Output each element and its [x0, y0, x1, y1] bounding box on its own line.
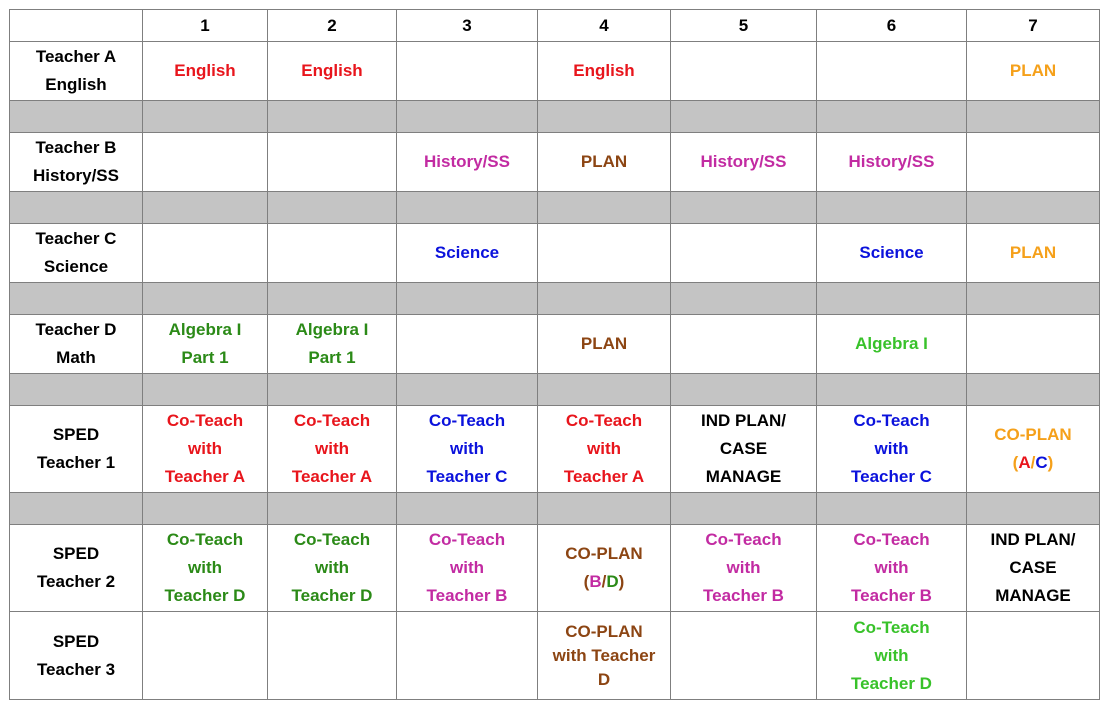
- cell-text: Co-Teach with Teacher D: [851, 617, 932, 693]
- spacer-cell: [967, 374, 1100, 406]
- spacer-cell: [268, 493, 397, 525]
- row-label-text: SPED Teacher 2: [36, 544, 116, 591]
- cell-text: IND PLAN/ CASE MANAGE: [701, 411, 786, 486]
- spacer-row: [10, 101, 1100, 133]
- schedule-cell: [268, 612, 397, 700]
- spacer-cell: [967, 101, 1100, 133]
- schedule-cell: [671, 224, 817, 283]
- spacer-cell: [268, 374, 397, 406]
- schedule-cell: [817, 133, 967, 192]
- schedule-cell: [967, 133, 1100, 192]
- spacer-cell: [671, 493, 817, 525]
- spacer-cell: [143, 374, 268, 406]
- cell-text: History/SS: [424, 152, 510, 171]
- cell-text: Science: [859, 243, 924, 262]
- cell-text: PLAN: [1009, 61, 1057, 80]
- spacer-cell: [817, 374, 967, 406]
- schedule-cell: [397, 224, 538, 283]
- coplan-paren-open: (: [1012, 453, 1019, 472]
- schedule-cell: [397, 612, 538, 700]
- coplan-teacher-a: A: [1018, 453, 1031, 472]
- row-label: [10, 133, 143, 192]
- schedule-cell: [143, 133, 268, 192]
- row-label-text: SPED Teacher 1: [36, 425, 116, 472]
- schedule-cell: [143, 525, 268, 612]
- schedule-cell: [143, 612, 268, 700]
- spacer-cell: [143, 192, 268, 224]
- schedule-cell: [817, 315, 967, 374]
- corner-cell: [10, 10, 143, 42]
- cell-text: Co-Teach with Teacher A: [563, 411, 645, 486]
- cell-text: Co-Teach with Teacher D: [291, 530, 373, 605]
- spacer-cell: [817, 101, 967, 133]
- cell-text: Co-Teach with Teacher A: [164, 411, 246, 486]
- spacer-row: [10, 493, 1100, 525]
- cell-text: IND PLAN/ CASE MANAGE: [990, 530, 1076, 605]
- schedule-cell: [967, 224, 1100, 283]
- period-header: 2: [268, 10, 397, 42]
- coplan-paren-close: ): [618, 572, 625, 591]
- spacer-cell: [671, 101, 817, 133]
- schedule-cell: [967, 525, 1100, 612]
- schedule-cell: [817, 612, 967, 700]
- schedule-cell: [538, 224, 671, 283]
- sped-teacher-2-row: [10, 525, 1100, 612]
- spacer-cell: [538, 101, 671, 133]
- cell-text: Algebra I Part 1: [295, 320, 369, 367]
- spacer-cell: [817, 192, 967, 224]
- spacer-row: [10, 374, 1100, 406]
- spacer-cell: [538, 283, 671, 315]
- spacer-cell: [967, 493, 1100, 525]
- schedule-cell: [397, 315, 538, 374]
- spacer-cell: [10, 192, 143, 224]
- coplan-paren-open: (: [583, 572, 590, 591]
- spacer-cell: [671, 374, 817, 406]
- schedule-cell: [671, 612, 817, 700]
- schedule-cell: [143, 315, 268, 374]
- cell-text: PLAN: [580, 152, 628, 171]
- schedule-cell: [967, 612, 1100, 700]
- header-row: [10, 10, 1100, 42]
- schedule-cell: [538, 406, 671, 493]
- coplan-separator: /: [601, 572, 607, 591]
- cell-text: Algebra I Part 1: [168, 320, 242, 367]
- spacer-cell: [397, 493, 538, 525]
- schedule-cell: [538, 612, 671, 700]
- coplan-teacher-b: B: [589, 572, 602, 591]
- coplan-label: CO-PLAN: [565, 544, 643, 563]
- row-label: [10, 612, 143, 700]
- spacer-cell: [817, 493, 967, 525]
- schedule-cell: [268, 406, 397, 493]
- cell-text: PLAN: [1009, 243, 1057, 262]
- schedule-table: [9, 9, 1100, 700]
- schedule-cell: [671, 315, 817, 374]
- schedule-cell: [143, 406, 268, 493]
- spacer-cell: [143, 283, 268, 315]
- period-header: 1: [143, 10, 268, 42]
- spacer-cell: [671, 192, 817, 224]
- schedule-cell: [671, 406, 817, 493]
- cell-text: Co-Teach with Teacher B: [851, 530, 932, 605]
- coplan-label: CO-PLAN: [994, 425, 1072, 444]
- spacer-cell: [397, 283, 538, 315]
- schedule-cell: [817, 224, 967, 283]
- row-label-text: Teacher D Math: [35, 320, 117, 367]
- spacer-cell: [143, 101, 268, 133]
- cell-text: Co-Teach with Teacher C: [851, 411, 932, 486]
- period-header: 4: [538, 10, 671, 42]
- schedule-cell: [268, 315, 397, 374]
- spacer-cell: [10, 374, 143, 406]
- cell-text: English: [174, 61, 236, 80]
- cell-text: Science: [434, 243, 500, 262]
- period-header: 7: [967, 10, 1100, 42]
- row-label-text: Teacher B History/SS: [33, 138, 119, 185]
- schedule-cell: [671, 42, 817, 101]
- spacer-cell: [10, 493, 143, 525]
- teacher-a-row: [10, 42, 1100, 101]
- cell-text: History/SS: [848, 152, 935, 171]
- row-label: [10, 406, 143, 493]
- schedule-cell: [143, 42, 268, 101]
- schedule-cell: [967, 315, 1100, 374]
- teacher-b-row: [10, 133, 1100, 192]
- schedule-cell: [538, 315, 671, 374]
- schedule-cell: [397, 42, 538, 101]
- spacer-cell: [967, 283, 1100, 315]
- cell-text: CO-PLAN with Teacher D: [552, 621, 656, 689]
- cell-text: PLAN: [580, 334, 628, 353]
- teacher-c-row: [10, 224, 1100, 283]
- coplan-teacher-c: C: [1035, 453, 1048, 472]
- cell-text: English: [573, 61, 635, 80]
- schedule-cell: [671, 525, 817, 612]
- period-header: 6: [817, 10, 967, 42]
- coplan-paren-close: ): [1047, 453, 1054, 472]
- cell-text: Co-Teach with Teacher B: [703, 530, 784, 605]
- spacer-row: [10, 283, 1100, 315]
- sped-teacher-3-row: [10, 612, 1100, 700]
- spacer-cell: [143, 493, 268, 525]
- sped-teacher-1-row: [10, 406, 1100, 493]
- spacer-cell: [268, 283, 397, 315]
- row-label: [10, 224, 143, 283]
- spacer-cell: [268, 192, 397, 224]
- row-label: [10, 315, 143, 374]
- cell-text: Co-Teach with Teacher D: [164, 530, 246, 605]
- schedule-cell: [671, 133, 817, 192]
- spacer-cell: [397, 101, 538, 133]
- row-label-text: Teacher A English: [35, 47, 117, 94]
- schedule-cell: [817, 525, 967, 612]
- cell-text: History/SS: [700, 152, 787, 171]
- spacer-row: [10, 192, 1100, 224]
- schedule-cell: [397, 133, 538, 192]
- spacer-cell: [538, 374, 671, 406]
- schedule-cell: [538, 133, 671, 192]
- row-label: [10, 42, 143, 101]
- spacer-cell: [397, 374, 538, 406]
- cell-text: Co-Teach with Teacher C: [426, 411, 508, 486]
- schedule-cell: [268, 224, 397, 283]
- cell-text: Co-Teach with Teacher B: [426, 530, 508, 605]
- row-label-text: SPED Teacher 3: [36, 631, 116, 679]
- schedule-cell: [268, 42, 397, 101]
- spacer-cell: [538, 192, 671, 224]
- spacer-cell: [268, 101, 397, 133]
- cell-text: English: [301, 61, 363, 80]
- teacher-d-row: [10, 315, 1100, 374]
- spacer-cell: [397, 192, 538, 224]
- cell-text: Algebra I: [855, 334, 928, 353]
- row-label-text: Teacher C Science: [35, 229, 117, 276]
- schedule-cell: [397, 525, 538, 612]
- schedule-cell: [538, 42, 671, 101]
- coplan-cell: [967, 406, 1100, 493]
- schedule-cell: [817, 42, 967, 101]
- schedule-cell: [143, 224, 268, 283]
- spacer-cell: [10, 283, 143, 315]
- spacer-cell: [10, 101, 143, 133]
- period-header: 3: [397, 10, 538, 42]
- cell-text: Co-Teach with Teacher A: [291, 411, 373, 486]
- schedule-cell: [397, 406, 538, 493]
- schedule-cell: [268, 525, 397, 612]
- schedule-cell: [817, 406, 967, 493]
- coplan-separator: /: [1030, 453, 1036, 472]
- schedule-cell: [268, 133, 397, 192]
- period-header: 5: [671, 10, 817, 42]
- coplan-teacher-d: D: [606, 572, 619, 591]
- spacer-cell: [538, 493, 671, 525]
- spacer-cell: [967, 192, 1100, 224]
- spacer-cell: [671, 283, 817, 315]
- schedule-cell: [967, 42, 1100, 101]
- row-label: [10, 525, 143, 612]
- coplan-cell: [538, 525, 671, 612]
- spacer-cell: [817, 283, 967, 315]
